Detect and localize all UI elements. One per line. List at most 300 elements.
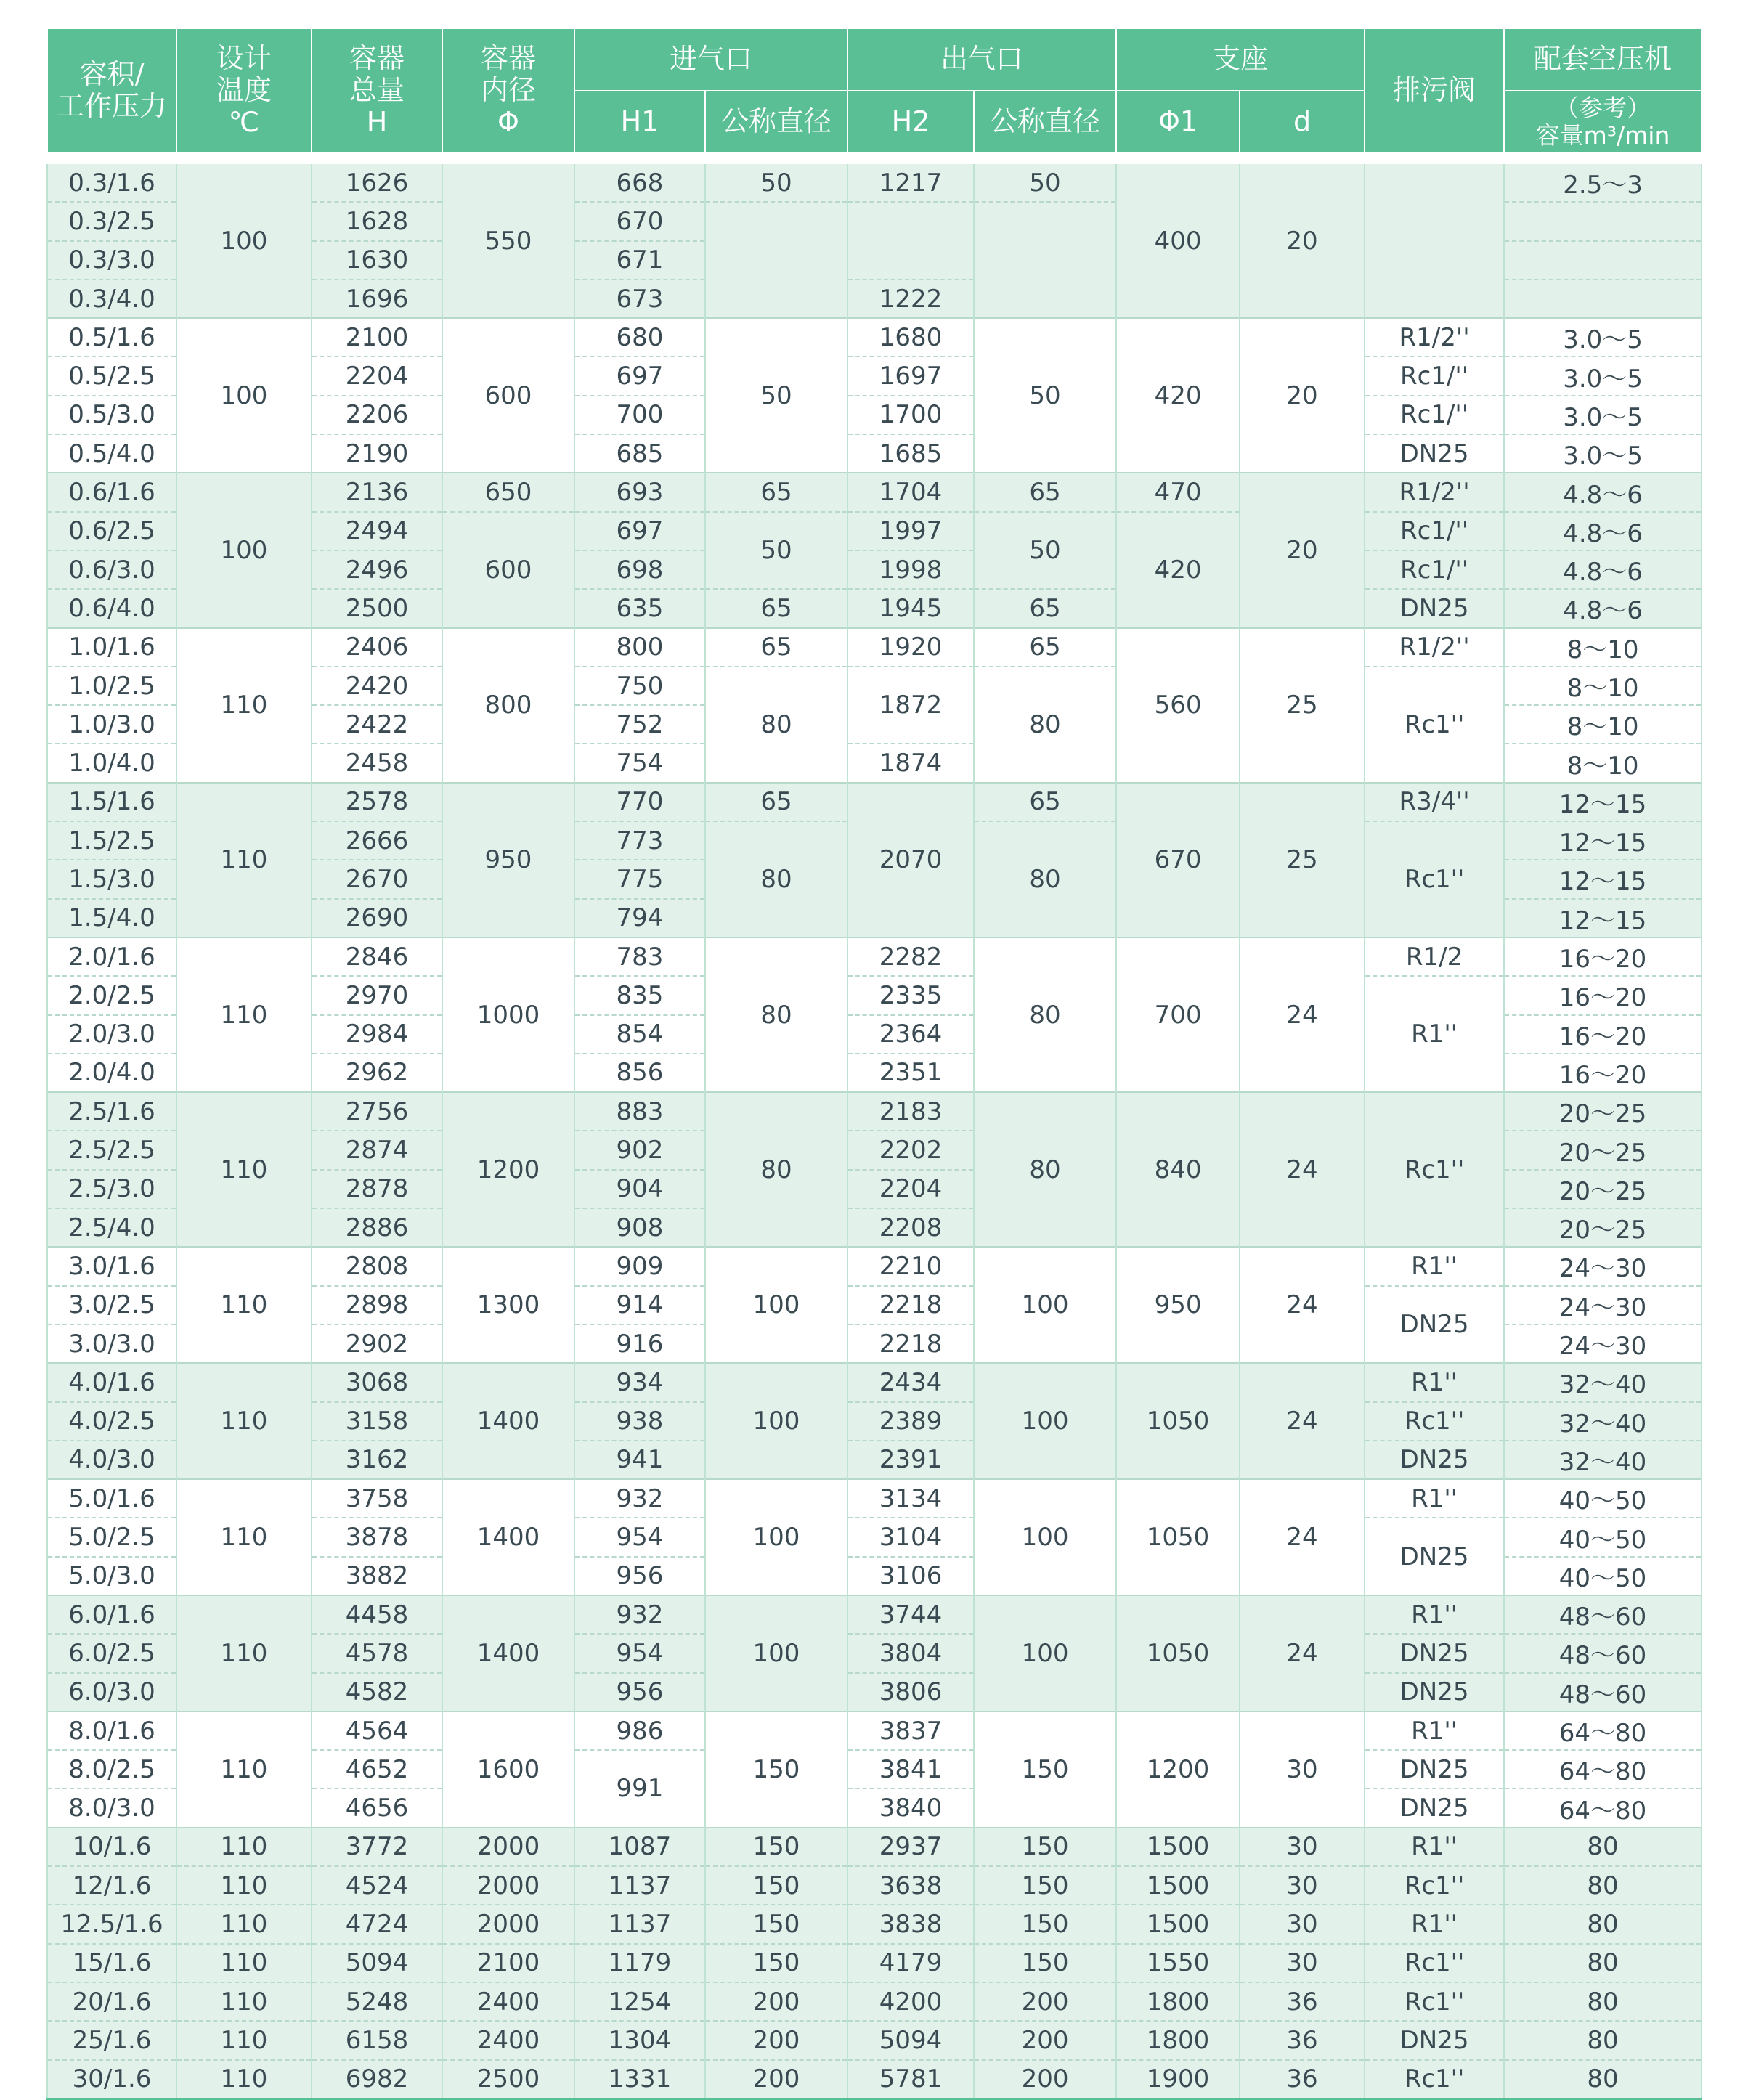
cell-drain-valve: DN25 xyxy=(1365,1673,1504,1712)
cell-inlet-h1: 750 xyxy=(574,667,705,705)
cell-compressor-capacity: 16～20 xyxy=(1504,1054,1702,1092)
cell-compressor-capacity: 4.8～6 xyxy=(1504,550,1702,589)
cell-total-height: 2846 xyxy=(312,937,442,976)
cell-inlet-h1: 671 xyxy=(574,241,705,280)
cell-compressor-capacity: 80 xyxy=(1504,1982,1702,2021)
cell-outlet-dn: 150 xyxy=(974,1828,1116,1866)
cell-compressor-capacity: 32～40 xyxy=(1504,1363,1702,1401)
cell-drain-valve: Rc1/'' xyxy=(1365,396,1504,434)
cell-inlet-h1: 1137 xyxy=(574,1866,705,1905)
cell-compressor-capacity: 20～25 xyxy=(1504,1092,1702,1131)
table-row xyxy=(47,1905,1702,1943)
table-row xyxy=(47,1828,1702,1866)
cell-total-height: 1630 xyxy=(312,241,442,280)
header-support: 支座 xyxy=(1116,29,1365,91)
header-text: ℃ xyxy=(228,105,260,138)
cell-drain-valve: R1'' xyxy=(1365,976,1504,1092)
cell-support-d: 30 xyxy=(1240,1828,1365,1866)
cell-compressor-capacity: 40～50 xyxy=(1504,1557,1702,1595)
cell-compressor-capacity: 40～50 xyxy=(1504,1518,1702,1556)
cell-drain-valve: Rc1'' xyxy=(1365,821,1504,937)
table-row xyxy=(47,628,1702,667)
cell-total-height: 2898 xyxy=(312,1286,442,1324)
cell-drain-valve: DN25 xyxy=(1365,434,1504,473)
cell-inlet-h1: 986 xyxy=(574,1712,705,1750)
header-text: （参考） xyxy=(1555,94,1651,123)
cell-inner-diameter: 1200 xyxy=(442,1092,574,1247)
cell-drain-valve xyxy=(1365,164,1504,318)
cell-inner-diameter: 550 xyxy=(442,164,574,318)
cell-volume-pressure: 0.3/4.0 xyxy=(47,280,176,318)
cell-outlet-h2: 2282 xyxy=(847,937,974,976)
cell-outlet-dn: 50 xyxy=(974,512,1116,590)
cell-compressor-capacity: 24～30 xyxy=(1504,1286,1702,1324)
cell-design-temperature: 100 xyxy=(176,473,312,627)
cell-drain-valve: DN25 xyxy=(1365,1634,1504,1672)
cell-support-d: 36 xyxy=(1240,1982,1365,2021)
cell-drain-valve: Rc1'' xyxy=(1365,1944,1504,1982)
cell-inlet-h1: 902 xyxy=(574,1131,705,1169)
cell-drain-valve: DN25 xyxy=(1365,2021,1504,2059)
cell-outlet-h2: 3806 xyxy=(847,1673,974,1712)
cell-support-phi1: 1200 xyxy=(1116,1712,1240,1828)
cell-compressor-capacity xyxy=(1504,241,1702,280)
cell-inlet-h1: 698 xyxy=(574,550,705,589)
header-text: 容器 xyxy=(480,42,536,75)
cell-drain-valve: Rc1/'' xyxy=(1365,512,1504,550)
header-volume-pressure xyxy=(47,29,176,152)
cell-inlet-h1: 794 xyxy=(574,899,705,937)
cell-support-d: 24 xyxy=(1240,1595,1365,1712)
cell-inlet-dn: 200 xyxy=(705,2060,847,2099)
cell-outlet-dn: 50 xyxy=(974,164,1116,202)
cell-support-phi1: 670 xyxy=(1116,783,1240,937)
cell-inner-diameter: 2000 xyxy=(442,1828,574,1866)
cell-outlet-h2: 2070 xyxy=(847,783,974,937)
cell-total-height: 3158 xyxy=(312,1402,442,1441)
cell-volume-pressure: 30/1.6 xyxy=(47,2060,176,2099)
cell-drain-valve: DN25 xyxy=(1365,589,1504,627)
cell-inlet-h1: 934 xyxy=(574,1363,705,1401)
cell-inlet-dn: 80 xyxy=(705,937,847,1092)
cell-compressor-capacity: 80 xyxy=(1504,2021,1702,2059)
header-inlet-dn: 公称直径 xyxy=(705,91,847,152)
cell-design-temperature: 110 xyxy=(176,1944,312,1982)
header-text: 内径 xyxy=(480,74,536,107)
cell-compressor-capacity: 16～20 xyxy=(1504,937,1702,976)
cell-outlet-h2: 1217 xyxy=(847,164,974,202)
cell-inlet-dn: 150 xyxy=(705,1905,847,1943)
table-row xyxy=(47,2021,1702,2059)
cell-compressor-capacity: 3.0～5 xyxy=(1504,434,1702,473)
cell-total-height: 4524 xyxy=(312,1866,442,1905)
cell-total-height: 2136 xyxy=(312,473,442,511)
cell-compressor-capacity: 40～50 xyxy=(1504,1479,1702,1518)
cell-volume-pressure: 2.5/4.0 xyxy=(47,1208,176,1247)
cell-outlet-h2: 3106 xyxy=(847,1557,974,1595)
cell-outlet-h2: 1680 xyxy=(847,318,974,357)
cell-inner-diameter: 1300 xyxy=(442,1247,574,1363)
cell-compressor-capacity: 12～15 xyxy=(1504,821,1702,860)
cell-inner-diameter: 1400 xyxy=(442,1595,574,1712)
cell-volume-pressure: 0.6/3.0 xyxy=(47,550,176,589)
cell-compressor-capacity xyxy=(1504,280,1702,318)
table-row xyxy=(47,1363,1702,1401)
header-inlet: 进气口 xyxy=(574,29,847,91)
cell-outlet-h2: 2937 xyxy=(847,1828,974,1866)
cell-outlet-dn: 150 xyxy=(974,1866,1116,1905)
cell-design-temperature: 110 xyxy=(176,1866,312,1905)
header-text: 温度 xyxy=(216,74,272,107)
cell-support-d: 24 xyxy=(1240,1363,1365,1479)
cell-support-d: 36 xyxy=(1240,2060,1365,2099)
cell-volume-pressure: 15/1.6 xyxy=(47,1944,176,1982)
gap-cell xyxy=(47,152,1702,164)
cell-support-d: 24 xyxy=(1240,1247,1365,1363)
cell-outlet-dn: 80 xyxy=(974,1092,1116,1247)
cell-outlet-h2: 2183 xyxy=(847,1092,974,1131)
table-row xyxy=(47,1982,1702,2021)
cell-outlet-h2: 3134 xyxy=(847,1479,974,1518)
cell-outlet-h2: 3104 xyxy=(847,1518,974,1556)
cell-compressor-capacity: 80 xyxy=(1504,2060,1702,2099)
cell-inlet-h1: 854 xyxy=(574,1015,705,1054)
table-row xyxy=(47,1092,1702,1131)
header-gap xyxy=(47,152,1702,164)
cell-support-d: 30 xyxy=(1240,1905,1365,1943)
cell-volume-pressure: 1.5/2.5 xyxy=(47,821,176,860)
cell-volume-pressure: 5.0/3.0 xyxy=(47,1557,176,1595)
cell-total-height: 1696 xyxy=(312,280,442,318)
cell-inlet-dn: 150 xyxy=(705,1866,847,1905)
cell-inlet-dn: 65 xyxy=(705,589,847,627)
cell-inlet-h1: 670 xyxy=(574,202,705,240)
cell-inner-diameter: 2500 xyxy=(442,2060,574,2099)
cell-inlet-h1: 700 xyxy=(574,396,705,434)
table-body xyxy=(47,152,1702,2099)
cell-outlet-h2: 1697 xyxy=(847,357,974,395)
cell-outlet-h2: 1700 xyxy=(847,396,974,434)
cell-outlet-h2: 1998 xyxy=(847,550,974,589)
cell-volume-pressure: 6.0/1.6 xyxy=(47,1595,176,1634)
cell-inlet-dn: 100 xyxy=(705,1595,847,1712)
header-drain-valve: 排污阀 xyxy=(1365,29,1504,152)
cell-design-temperature: 110 xyxy=(176,1092,312,1247)
cell-volume-pressure: 10/1.6 xyxy=(47,1828,176,1866)
cell-compressor-capacity: 8～10 xyxy=(1504,705,1702,744)
cell-compressor-capacity: 2.5～3 xyxy=(1504,164,1702,202)
cell-total-height: 2962 xyxy=(312,1054,442,1092)
cell-total-height: 4656 xyxy=(312,1788,442,1827)
cell-support-d: 36 xyxy=(1240,2021,1365,2059)
table-row xyxy=(47,937,1702,976)
cell-outlet-dn xyxy=(974,202,1116,318)
cell-outlet-h2: 1874 xyxy=(847,744,974,782)
cell-compressor-capacity: 20～25 xyxy=(1504,1131,1702,1169)
cell-inlet-dn: 80 xyxy=(705,821,847,937)
cell-total-height: 2500 xyxy=(312,589,442,627)
cell-support-phi1: 950 xyxy=(1116,1247,1240,1363)
cell-total-height: 5094 xyxy=(312,1944,442,1982)
cell-drain-valve: Rc1'' xyxy=(1365,1982,1504,2021)
table-row xyxy=(47,1712,1702,1750)
table-row xyxy=(47,318,1702,357)
cell-inlet-h1: 697 xyxy=(574,357,705,395)
cell-support-d: 20 xyxy=(1240,164,1365,318)
cell-inlet-h1: 956 xyxy=(574,1557,705,1595)
cell-inlet-h1: 938 xyxy=(574,1402,705,1441)
cell-volume-pressure: 4.0/2.5 xyxy=(47,1402,176,1441)
header-total-height xyxy=(312,29,442,152)
table-row xyxy=(47,1944,1702,1982)
cell-inlet-h1: 941 xyxy=(574,1441,705,1479)
cell-total-height: 2458 xyxy=(312,744,442,782)
cell-outlet-dn: 150 xyxy=(974,1712,1116,1828)
cell-volume-pressure: 3.0/1.6 xyxy=(47,1247,176,1285)
spec-table xyxy=(46,29,1702,2100)
cell-support-phi1: 560 xyxy=(1116,628,1240,783)
cell-inner-diameter: 1400 xyxy=(442,1363,574,1479)
header-inner-diameter xyxy=(442,29,574,152)
cell-volume-pressure: 3.0/2.5 xyxy=(47,1286,176,1324)
cell-total-height: 2406 xyxy=(312,628,442,667)
header-text: H xyxy=(366,105,388,138)
cell-inlet-h1: 635 xyxy=(574,589,705,627)
cell-design-temperature: 100 xyxy=(176,164,312,318)
cell-volume-pressure: 5.0/2.5 xyxy=(47,1518,176,1556)
cell-inlet-h1: 680 xyxy=(574,318,705,357)
cell-inlet-dn: 200 xyxy=(705,1982,847,2021)
cell-compressor-capacity: 12～15 xyxy=(1504,860,1702,898)
cell-design-temperature: 110 xyxy=(176,2021,312,2059)
cell-outlet-h2: 2210 xyxy=(847,1247,974,1285)
header-phi1: Φ1 xyxy=(1116,91,1240,152)
spec-table-container xyxy=(46,29,1701,2094)
table-row xyxy=(47,1866,1702,1905)
cell-outlet-dn: 65 xyxy=(974,473,1116,511)
cell-volume-pressure: 1.5/4.0 xyxy=(47,899,176,937)
cell-total-height: 2496 xyxy=(312,550,442,589)
cell-inlet-dn: 50 xyxy=(705,318,847,473)
cell-compressor-capacity: 12～15 xyxy=(1504,899,1702,937)
cell-inlet-h1: 956 xyxy=(574,1673,705,1712)
cell-inlet-h1: 954 xyxy=(574,1518,705,1556)
cell-outlet-h2: 5094 xyxy=(847,2021,974,2059)
table-row xyxy=(47,473,1702,511)
cell-drain-valve: R1'' xyxy=(1365,1712,1504,1750)
cell-inlet-dn: 200 xyxy=(705,2021,847,2059)
cell-support-phi1: 1800 xyxy=(1116,2021,1240,2059)
cell-outlet-h2: 2202 xyxy=(847,1131,974,1169)
cell-total-height: 3882 xyxy=(312,1557,442,1595)
cell-support-phi1: 1550 xyxy=(1116,1944,1240,1982)
cell-compressor-capacity: 80 xyxy=(1504,1944,1702,1982)
cell-volume-pressure: 8.0/2.5 xyxy=(47,1750,176,1788)
cell-volume-pressure: 6.0/3.0 xyxy=(47,1673,176,1712)
cell-volume-pressure: 0.5/4.0 xyxy=(47,434,176,473)
cell-compressor-capacity: 24～30 xyxy=(1504,1247,1702,1285)
cell-compressor-capacity: 20～25 xyxy=(1504,1208,1702,1247)
table-row xyxy=(47,1595,1702,1634)
cell-outlet-h2: 4179 xyxy=(847,1944,974,1982)
cell-compressor-capacity: 12～15 xyxy=(1504,783,1702,821)
cell-outlet-h2: 3841 xyxy=(847,1750,974,1788)
cell-inner-diameter: 2400 xyxy=(442,1982,574,2021)
cell-drain-valve: R3/4'' xyxy=(1365,783,1504,821)
cell-inlet-dn: 100 xyxy=(705,1479,847,1595)
cell-drain-valve: Rc1'' xyxy=(1365,1866,1504,1905)
cell-outlet-h2: 3837 xyxy=(847,1712,974,1750)
cell-design-temperature: 110 xyxy=(176,783,312,937)
cell-drain-valve: Rc1'' xyxy=(1365,1092,1504,1247)
cell-inlet-h1: 1304 xyxy=(574,2021,705,2059)
cell-inlet-dn: 150 xyxy=(705,1828,847,1866)
cell-total-height: 2670 xyxy=(312,860,442,898)
cell-inlet-h1: 1179 xyxy=(574,1944,705,1982)
cell-support-d: 30 xyxy=(1240,1866,1365,1905)
cell-outlet-dn: 200 xyxy=(974,2021,1116,2059)
cell-inlet-h1: 673 xyxy=(574,280,705,318)
cell-compressor-capacity: 80 xyxy=(1504,1828,1702,1866)
cell-volume-pressure: 1.5/1.6 xyxy=(47,783,176,821)
cell-drain-valve: R1'' xyxy=(1365,1363,1504,1401)
cell-outlet-h2: 3838 xyxy=(847,1905,974,1943)
cell-inlet-h1: 685 xyxy=(574,434,705,473)
cell-support-d: 24 xyxy=(1240,1479,1365,1595)
cell-support-d: 25 xyxy=(1240,628,1365,783)
cell-inlet-h1: 1331 xyxy=(574,2060,705,2099)
cell-drain-valve: R1'' xyxy=(1365,1905,1504,1943)
cell-inner-diameter: 600 xyxy=(442,318,574,473)
cell-volume-pressure: 0.6/2.5 xyxy=(47,512,176,550)
cell-outlet-h2: 1997 xyxy=(847,512,974,550)
cell-support-phi1: 1050 xyxy=(1116,1363,1240,1479)
cell-volume-pressure: 1.0/2.5 xyxy=(47,667,176,705)
cell-design-temperature: 110 xyxy=(176,1828,312,1866)
cell-drain-valve: DN25 xyxy=(1365,1286,1504,1364)
cell-outlet-dn: 80 xyxy=(974,667,1116,783)
cell-outlet-h2: 2351 xyxy=(847,1054,974,1092)
cell-total-height: 2666 xyxy=(312,821,442,860)
cell-compressor-capacity: 16～20 xyxy=(1504,976,1702,1014)
cell-outlet-h2: 1945 xyxy=(847,589,974,627)
cell-outlet-h2: 3744 xyxy=(847,1595,974,1634)
cell-compressor-capacity: 80 xyxy=(1504,1866,1702,1905)
cell-inner-diameter: 2400 xyxy=(442,2021,574,2059)
cell-support-d: 25 xyxy=(1240,783,1365,937)
cell-total-height: 2190 xyxy=(312,434,442,473)
cell-outlet-h2: 2218 xyxy=(847,1286,974,1324)
cell-drain-valve: Rc1'' xyxy=(1365,667,1504,783)
cell-design-temperature: 110 xyxy=(176,1479,312,1595)
cell-design-temperature: 110 xyxy=(176,2060,312,2099)
header-design-temperature xyxy=(176,29,312,152)
table-row xyxy=(47,1479,1702,1518)
cell-volume-pressure: 0.5/1.6 xyxy=(47,318,176,357)
cell-compressor-capacity: 8～10 xyxy=(1504,667,1702,705)
cell-outlet-dn: 200 xyxy=(974,2060,1116,2099)
cell-inlet-h1: 752 xyxy=(574,705,705,744)
cell-volume-pressure: 2.0/2.5 xyxy=(47,976,176,1014)
cell-total-height: 4582 xyxy=(312,1673,442,1712)
cell-inlet-dn: 65 xyxy=(705,473,847,511)
cell-outlet-h2: 2364 xyxy=(847,1015,974,1054)
header-text: 容器 xyxy=(349,42,405,75)
cell-drain-valve: DN25 xyxy=(1365,1788,1504,1827)
cell-outlet-dn: 65 xyxy=(974,783,1116,821)
header-text: 总量 xyxy=(349,74,405,107)
header-text: Φ xyxy=(497,105,519,138)
cell-inlet-h1: 783 xyxy=(574,937,705,976)
cell-inlet-dn: 80 xyxy=(705,1092,847,1247)
cell-inlet-h1: 1254 xyxy=(574,1982,705,2021)
cell-compressor-capacity: 32～40 xyxy=(1504,1402,1702,1441)
cell-inlet-h1: 914 xyxy=(574,1286,705,1324)
header-text: 设计 xyxy=(216,42,272,75)
header-outlet-dn: 公称直径 xyxy=(974,91,1116,152)
cell-drain-valve: DN25 xyxy=(1365,1750,1504,1788)
cell-support-d: 30 xyxy=(1240,1944,1365,1982)
cell-support-phi1: 1500 xyxy=(1116,1905,1240,1943)
cell-support-phi1: 700 xyxy=(1116,937,1240,1092)
cell-compressor-capacity: 20～25 xyxy=(1504,1170,1702,1208)
cell-inlet-dn: 150 xyxy=(705,1712,847,1828)
cell-inlet-dn: 100 xyxy=(705,1247,847,1363)
cell-inner-diameter: 2100 xyxy=(442,1944,574,1982)
cell-outlet-h2: 2434 xyxy=(847,1363,974,1401)
cell-inner-diameter: 1600 xyxy=(442,1712,574,1828)
cell-inlet-h1: 1087 xyxy=(574,1828,705,1866)
cell-volume-pressure: 0.5/2.5 xyxy=(47,357,176,395)
cell-outlet-h2: 1685 xyxy=(847,434,974,473)
cell-support-d: 24 xyxy=(1240,1092,1365,1247)
cell-total-height: 2578 xyxy=(312,783,442,821)
cell-total-height: 3758 xyxy=(312,1479,442,1518)
cell-inlet-dn: 50 xyxy=(705,164,847,202)
cell-inner-diameter: 1000 xyxy=(442,937,574,1092)
cell-compressor-capacity: 24～30 xyxy=(1504,1324,1702,1363)
cell-outlet-h2: 2208 xyxy=(847,1208,974,1247)
header-h2: H2 xyxy=(847,91,974,152)
cell-drain-valve: Rc1'' xyxy=(1365,2060,1504,2099)
cell-outlet-dn: 150 xyxy=(974,1905,1116,1943)
cell-inlet-dn: 65 xyxy=(705,628,847,667)
table-row xyxy=(47,164,1702,202)
header-compressor-capacity xyxy=(1504,91,1702,152)
cell-volume-pressure: 0.6/4.0 xyxy=(47,589,176,627)
cell-total-height: 3772 xyxy=(312,1828,442,1866)
cell-design-temperature: 110 xyxy=(176,1363,312,1479)
cell-drain-valve: R1/2 xyxy=(1365,937,1504,976)
cell-total-height: 3162 xyxy=(312,1441,442,1479)
cell-inlet-h1: 697 xyxy=(574,512,705,550)
cell-support-d: 20 xyxy=(1240,473,1365,627)
cell-outlet-h2: 1704 xyxy=(847,473,974,511)
cell-volume-pressure: 8.0/1.6 xyxy=(47,1712,176,1750)
cell-support-phi1: 1500 xyxy=(1116,1866,1240,1905)
cell-total-height: 4564 xyxy=(312,1712,442,1750)
cell-inlet-h1: 904 xyxy=(574,1170,705,1208)
cell-support-phi1: 1500 xyxy=(1116,1828,1240,1866)
cell-compressor-capacity: 16～20 xyxy=(1504,1015,1702,1054)
cell-volume-pressure: 0.6/1.6 xyxy=(47,473,176,511)
cell-volume-pressure: 0.3/2.5 xyxy=(47,202,176,240)
cell-design-temperature: 110 xyxy=(176,628,312,783)
cell-volume-pressure: 0.3/1.6 xyxy=(47,164,176,202)
cell-compressor-capacity xyxy=(1504,202,1702,240)
cell-compressor-capacity: 3.0～5 xyxy=(1504,318,1702,357)
cell-outlet-dn: 150 xyxy=(974,1944,1116,1982)
